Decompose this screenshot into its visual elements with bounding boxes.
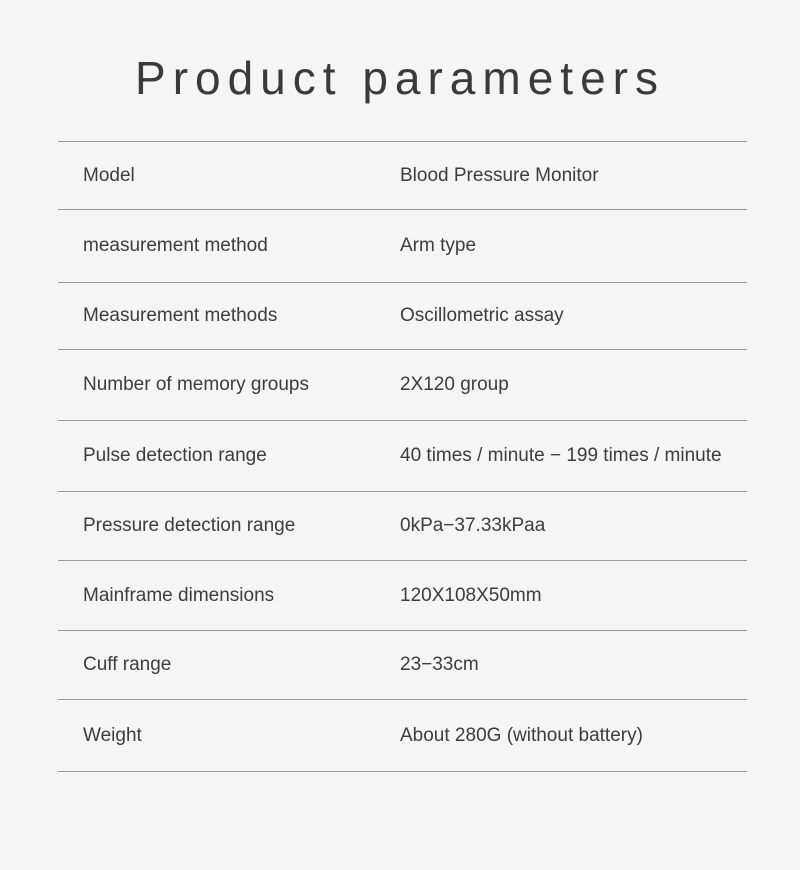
table-row-dimensions bbox=[58, 561, 747, 631]
row-label: Number of memory groups bbox=[83, 374, 309, 395]
table-row-model bbox=[58, 142, 747, 210]
row-value: Arm type bbox=[400, 235, 477, 256]
row-value: 120X108X50mm bbox=[400, 584, 542, 606]
row-value: Oscillometric assay bbox=[400, 305, 564, 326]
row-label: Weight bbox=[83, 724, 142, 746]
row-label: Cuff range bbox=[83, 654, 172, 675]
table-row-memory-groups bbox=[58, 350, 747, 421]
row-value: 23−33cm bbox=[400, 654, 479, 675]
row-value: 2X120 group bbox=[400, 374, 509, 395]
row-label: Measurement methods bbox=[83, 305, 278, 326]
row-label: Model bbox=[83, 164, 135, 186]
row-label: Pressure detection range bbox=[83, 515, 296, 536]
table-row-measurement-method bbox=[58, 210, 747, 283]
table-row-pulse-range bbox=[58, 421, 747, 492]
row-label: Mainframe dimensions bbox=[83, 584, 275, 606]
page-title: Product parameters bbox=[135, 52, 665, 104]
table-row-measurement-methods bbox=[58, 283, 747, 350]
parameters-table bbox=[58, 141, 747, 772]
table-row-weight bbox=[58, 700, 747, 772]
row-label: Pulse detection range bbox=[83, 445, 267, 466]
table-row-pressure-range bbox=[58, 492, 747, 561]
row-label: measurement method bbox=[83, 235, 268, 256]
row-value: Blood Pressure Monitor bbox=[400, 164, 599, 186]
table-row-cuff-range bbox=[58, 631, 747, 700]
row-value: 0kPa−37.33kPaa bbox=[400, 515, 546, 536]
row-value: 40 times / minute − 199 times / minute bbox=[400, 445, 722, 466]
row-value: About 280G (without battery) bbox=[400, 724, 643, 746]
